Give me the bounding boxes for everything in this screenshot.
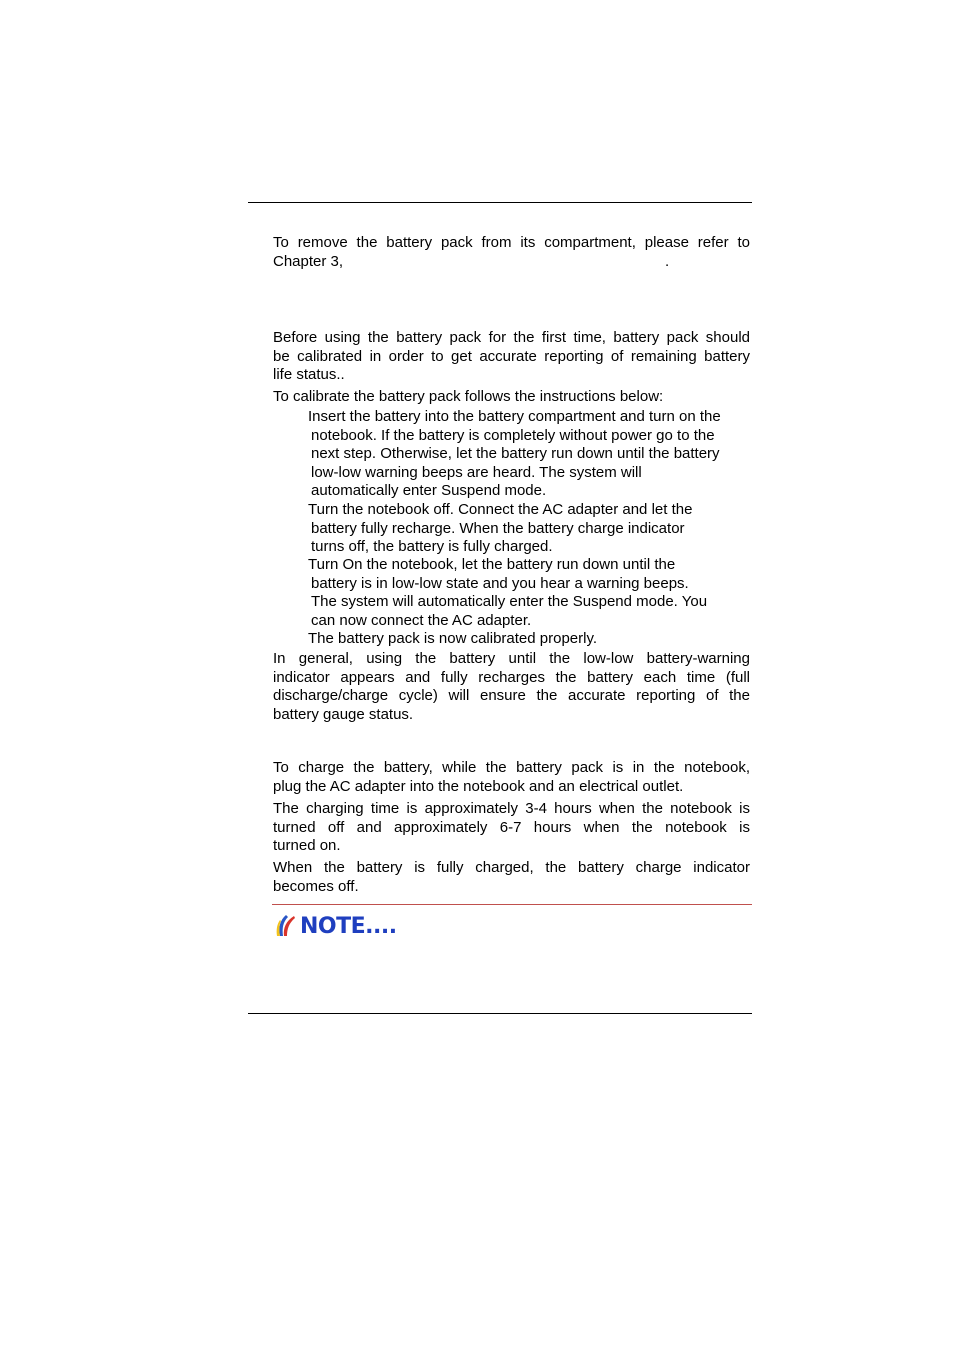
note-rule xyxy=(272,904,752,905)
instructions-lead: To calibrate the battery pack follows the instructions below: xyxy=(273,388,664,405)
footer-rule xyxy=(248,1013,752,1014)
step-line: The battery pack is now calibrated properly. xyxy=(308,630,598,647)
step-line: can now connect the AC adapter. xyxy=(311,611,532,629)
calibration-step-3 xyxy=(308,556,754,630)
remove-line-2 xyxy=(273,253,750,272)
chapter-ref: Chapter 3, xyxy=(273,252,344,270)
general-paragraph xyxy=(273,650,750,724)
general-line: indicator appears and fully recharges the battery each time (full xyxy=(273,668,750,686)
step-line: low-low warning beeps are heard. The system will xyxy=(311,463,642,481)
step-line: battery fully recharge. When the battery charge indicator xyxy=(311,519,685,537)
step-line: Insert the battery into the battery compartment and turn on the xyxy=(308,408,721,425)
note-mark-icon xyxy=(274,912,300,940)
remove-line-1: To remove the battery pack from its compartment, please refer to xyxy=(273,234,750,251)
intro-line: Before using the battery pack for the first time, battery pack should xyxy=(273,329,750,346)
step-line: automatically enter Suspend mode. xyxy=(311,482,547,500)
charge-line: To charge the battery, while the battery pack is in the notebook, xyxy=(273,759,750,776)
calibration-step-1 xyxy=(308,408,754,501)
step-line: turns off, the battery is fully charged. xyxy=(311,538,553,556)
header-rule xyxy=(248,202,752,203)
charge-line: The charging time is approximately 3-4 hours when the notebook is xyxy=(273,800,750,817)
intro-line: life status.. xyxy=(273,366,345,384)
charge-paragraph-3 xyxy=(273,859,750,896)
step-line: battery is in low-low state and you hear a warning beeps. xyxy=(311,574,689,592)
charge-line: When the battery is fully charged, the battery charge indicator xyxy=(273,859,750,876)
general-line: In general, using the battery until the low-low battery-warning xyxy=(273,650,750,667)
step-line: notebook. If the battery is completely without power go to the xyxy=(311,426,715,444)
step-line: Turn the notebook off. Connect the AC adapter and let the xyxy=(308,501,693,518)
calibration-step-4 xyxy=(308,630,754,649)
step-line: next step. Otherwise, let the battery run down until the battery xyxy=(311,445,720,463)
step-line: Turn On the notebook, let the battery run down until the xyxy=(308,556,676,573)
note-text: NOTE.... xyxy=(300,914,397,939)
calibration-step-2 xyxy=(308,501,754,557)
remove-paragraph xyxy=(273,234,750,271)
charge-paragraph-2 xyxy=(273,800,750,856)
charge-paragraph-1 xyxy=(273,759,750,796)
charge-line: turned on. xyxy=(273,837,341,855)
calibrate-intro xyxy=(273,329,750,385)
charge-line: plug the AC adapter into the notebook and an electrical outlet. xyxy=(273,777,684,795)
charge-line: turned off and approximately 6-7 hours when the notebook is xyxy=(273,818,750,836)
general-line: discharge/charge cycle) will ensure the accurate reporting of the xyxy=(273,687,750,705)
general-line: battery gauge status. xyxy=(273,705,414,723)
charge-line: becomes off. xyxy=(273,877,359,895)
step-line: The system will automatically enter the Suspend mode. You xyxy=(311,593,708,611)
chapter-ref-end: . xyxy=(665,252,670,270)
intro-line: be calibrated in order to get accurate reporting of remaining battery xyxy=(273,347,750,365)
